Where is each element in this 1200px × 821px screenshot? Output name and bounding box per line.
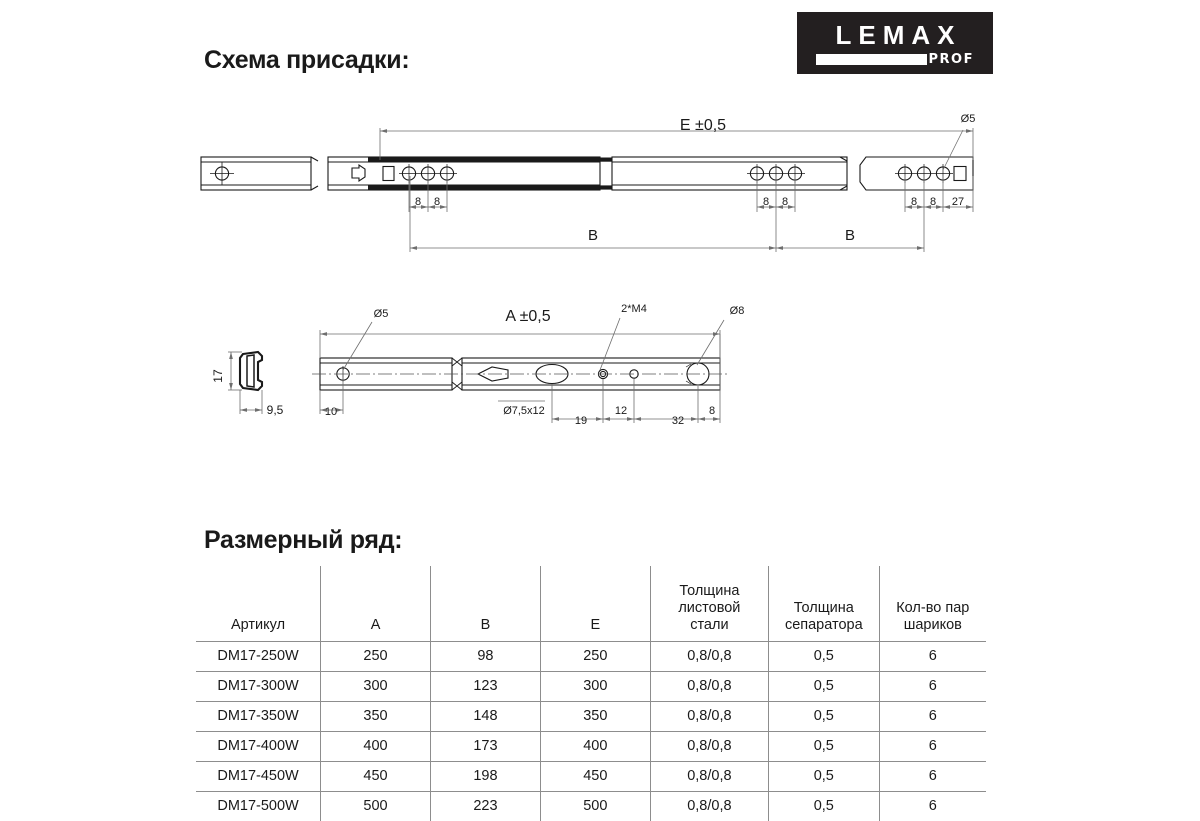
table-row	[196, 642, 986, 672]
size-range-table	[196, 566, 986, 821]
section-title-size-range: Размерный ряд:	[204, 526, 402, 555]
label-diameter-8: Ø8	[730, 305, 745, 317]
th-line: Артикул	[196, 617, 320, 634]
th-b	[430, 566, 540, 642]
hole-m4-a	[598, 369, 607, 378]
td-ball-pairs: 6	[879, 762, 986, 792]
dim-27: 27	[952, 196, 964, 208]
td-b: 198	[430, 762, 540, 792]
td-ball-pairs: 6	[879, 792, 986, 821]
top-assembly-drawing	[201, 157, 973, 190]
dim-8-mid: 8	[709, 405, 715, 417]
th-line: Кол-во пар	[880, 600, 986, 617]
label-diameter-5-top: Ø5	[961, 113, 976, 125]
td-ball-pairs: 6	[879, 702, 986, 732]
dim-12: 12	[615, 405, 627, 417]
td-a: 450	[321, 762, 431, 792]
th-line: E	[541, 617, 650, 634]
logo-wordmark: LEMAX	[829, 22, 962, 48]
td-article: DM17-250W	[196, 642, 321, 672]
td-article: DM17-400W	[196, 732, 321, 762]
label-B-right: B	[845, 227, 855, 244]
table-header	[196, 566, 986, 642]
th-line: сепаратора	[769, 617, 879, 634]
rail-end-right	[860, 157, 973, 190]
rect-slot-left	[383, 167, 394, 181]
dim-8-b: 8	[434, 196, 440, 208]
td-separator-thickness: 0,5	[769, 642, 880, 672]
td-b: 148	[430, 702, 540, 732]
td-steel-thickness: 0,8/0,8	[650, 762, 768, 792]
td-article: DM17-500W	[196, 792, 321, 821]
td-ball-pairs: 6	[879, 732, 986, 762]
th-line: стали	[651, 617, 768, 634]
td-e: 350	[540, 702, 650, 732]
th-article	[196, 566, 321, 642]
hole-m4-b	[630, 370, 638, 378]
table-row	[196, 672, 986, 702]
label-oblong-slot: Ø7,5x12	[503, 405, 545, 417]
td-article: DM17-450W	[196, 762, 321, 792]
logo-sub-row	[816, 53, 974, 66]
td-a: 500	[321, 792, 431, 821]
table-row	[196, 762, 986, 792]
th-line: листовой	[651, 600, 768, 617]
th-line: шариков	[880, 617, 986, 634]
th-a	[321, 566, 431, 642]
dim-8-c: 8	[763, 196, 769, 208]
td-e: 300	[540, 672, 650, 702]
td-steel-thickness: 0,8/0,8	[650, 642, 768, 672]
td-separator-thickness: 0,5	[769, 792, 880, 821]
hole-diameter-5	[337, 368, 349, 380]
mid-dimension-labels	[211, 303, 744, 427]
th-steel-thickness	[650, 566, 768, 642]
td-steel-thickness: 0,8/0,8	[650, 702, 768, 732]
td-b: 223	[430, 792, 540, 821]
latch-clip-icon	[352, 165, 365, 181]
rail-profile-left	[320, 358, 457, 390]
hole-group-mid	[747, 164, 805, 183]
label-2m4: 2*M4	[621, 303, 647, 315]
td-separator-thickness: 0,5	[769, 702, 880, 732]
table-row	[196, 792, 986, 821]
td-article: DM17-350W	[196, 702, 321, 732]
mid-assembly-drawing	[240, 352, 730, 390]
td-a: 300	[321, 672, 431, 702]
th-ball-pairs	[879, 566, 986, 642]
th-line: A	[321, 617, 430, 634]
dim-8-f: 8	[930, 196, 936, 208]
mid-dimension-lines	[228, 318, 724, 423]
td-e: 450	[540, 762, 650, 792]
th-e	[540, 566, 650, 642]
top-dimension-lines	[380, 128, 973, 252]
td-ball-pairs: 6	[879, 642, 986, 672]
rail-cross-section	[240, 352, 262, 390]
td-e: 250	[540, 642, 650, 672]
table-header-row	[196, 566, 986, 642]
th-line: Толщина	[769, 600, 879, 617]
rail-inner-band	[368, 158, 600, 190]
dim-8-d: 8	[782, 196, 788, 208]
th-line: B	[431, 617, 540, 634]
rail-stub-left	[201, 157, 318, 190]
td-e: 500	[540, 792, 650, 821]
rail-member-outer-left	[328, 157, 600, 190]
td-b: 98	[430, 642, 540, 672]
brand-logo	[797, 12, 993, 74]
th-separator-thickness	[769, 566, 880, 642]
hole-group-left	[399, 164, 457, 183]
top-dimension-labels	[415, 113, 975, 244]
td-article: DM17-300W	[196, 672, 321, 702]
oblong-slot	[536, 365, 568, 384]
td-steel-thickness: 0,8/0,8	[650, 792, 768, 821]
label-diameter-5-mid: Ø5	[374, 308, 389, 320]
label-height-17: 17	[211, 369, 225, 383]
td-separator-thickness: 0,5	[769, 762, 880, 792]
rail-profile-right	[457, 358, 720, 390]
logo-bar	[816, 54, 927, 65]
td-steel-thickness: 0,8/0,8	[650, 672, 768, 702]
table-row	[196, 732, 986, 762]
rect-slot-right	[954, 167, 966, 181]
dim-10: 10	[325, 406, 337, 418]
td-a: 400	[321, 732, 431, 762]
td-a: 350	[321, 702, 431, 732]
td-a: 250	[321, 642, 431, 672]
td-b: 173	[430, 732, 540, 762]
td-separator-thickness: 0,5	[769, 732, 880, 762]
rail-inner-band-right	[600, 158, 612, 190]
label-A: A ±0,5	[505, 308, 550, 325]
label-E: E ±0,5	[680, 117, 726, 134]
td-ball-pairs: 6	[879, 672, 986, 702]
table-body	[196, 642, 986, 821]
th-line: Толщина	[651, 583, 768, 600]
td-e: 400	[540, 732, 650, 762]
section-title-drilling-scheme: Схема присадки:	[204, 46, 409, 75]
dim-8-a: 8	[415, 196, 421, 208]
rail-member-outer-right	[612, 157, 847, 190]
label-width-95: 9,5	[267, 403, 284, 417]
td-b: 123	[430, 672, 540, 702]
td-steel-thickness: 0,8/0,8	[650, 732, 768, 762]
td-separator-thickness: 0,5	[769, 672, 880, 702]
hole-diameter-8	[687, 363, 709, 385]
label-B-left: B	[588, 227, 598, 244]
dim-8-e: 8	[911, 196, 917, 208]
dim-19: 19	[575, 415, 587, 427]
logo-subtitle: PROF	[927, 53, 974, 66]
table-row	[196, 702, 986, 732]
dim-32: 32	[672, 415, 684, 427]
direction-marker	[478, 367, 508, 381]
